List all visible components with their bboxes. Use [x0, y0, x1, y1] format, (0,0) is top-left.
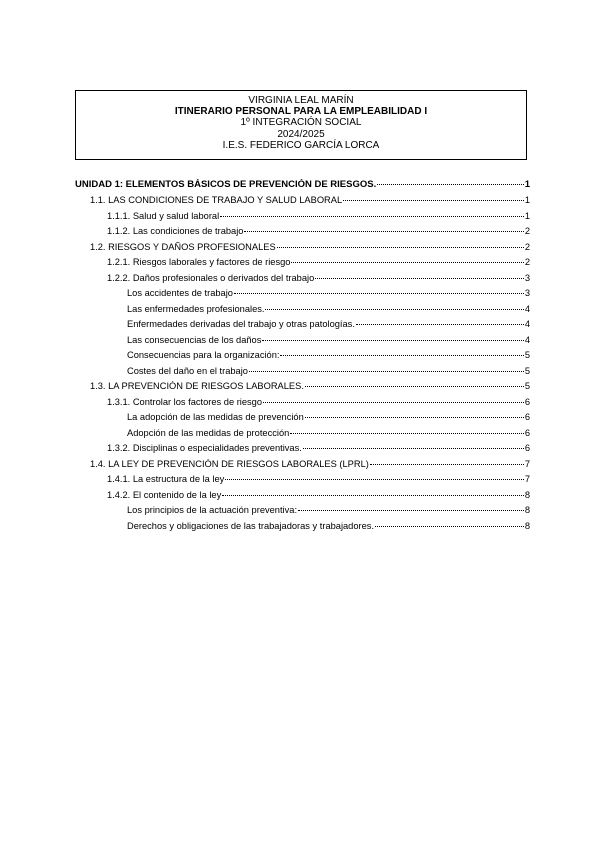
toc-entry[interactable] — [75, 226, 530, 242]
toc-entry-page-number: 6 — [524, 412, 530, 422]
toc-entry-page-number: 1 — [524, 195, 530, 205]
toc-entry-label: 1.4. LA LEY DE PREVENCIÓN DE RIESGOS LABORALES (LPRL) — [90, 458, 369, 469]
toc-leader-dots — [303, 447, 524, 449]
toc-entry[interactable] — [75, 179, 530, 195]
toc-leader-dots — [370, 463, 524, 465]
toc-entry-page-number: 4 — [524, 319, 530, 329]
toc-entry-label: La adopción de las medidas de prevención — [127, 412, 304, 422]
school-name: I.E.S. FEDERICO GARCÍA LORCA — [222, 139, 380, 151]
toc-leader-dots — [244, 230, 523, 232]
toc-leader-dots — [277, 246, 524, 248]
toc-entry[interactable] — [75, 257, 530, 273]
toc-leader-dots — [263, 401, 524, 403]
toc-entry-page-number: 5 — [524, 350, 530, 360]
toc-entry-label: Las consecuencias de los daños — [127, 334, 262, 345]
toc-leader-dots — [315, 277, 524, 279]
toc-entry[interactable] — [75, 335, 530, 351]
toc-leader-dots — [290, 432, 524, 434]
toc-entry[interactable] — [75, 350, 530, 366]
toc-entry-label: 1.4.2. El contenido de la ley — [107, 489, 222, 500]
toc-entry-page-number: 6 — [524, 443, 530, 453]
toc-entry-page-number: 6 — [524, 427, 530, 438]
toc-entry[interactable] — [75, 319, 530, 335]
toc-leader-dots — [225, 478, 524, 480]
toc-entry[interactable] — [75, 505, 530, 521]
toc-entry-page-number: 2 — [524, 226, 530, 236]
toc-leader-dots — [220, 215, 524, 217]
toc-entry-label: 1.1. LAS CONDICIONES DE TRABAJO Y SALUD LABORAL — [90, 195, 343, 205]
toc-leader-dots — [249, 370, 524, 372]
toc-leader-dots — [377, 183, 523, 185]
toc-entry[interactable] — [75, 195, 530, 211]
toc-entry-label: 1.2.1. Riesgos laborales y factores de riesgo — [107, 257, 291, 267]
toc-entry-page-number: 1 — [524, 210, 530, 221]
toc-entry[interactable] — [75, 304, 530, 320]
toc-entry-label: Las enfermedades profesionales. — [127, 303, 265, 314]
toc-entry-label: 1.3. LA PREVENCIÓN DE RIESGOS LABORALES. — [90, 381, 304, 391]
toc-entry-label: 1.2. RIESGOS Y DAÑOS PROFESIONALES — [90, 241, 276, 252]
toc-entry-page-number: 1 — [524, 179, 530, 190]
toc-entry-page-number: 8 — [524, 520, 530, 531]
toc-entry-page-number: 2 — [524, 257, 530, 267]
toc-entry-label: 1.3.1. Controlar los factores de riesgo — [107, 396, 263, 407]
toc-entry-label: Enfermedades derivadas del trabajo y otras patologías. — [127, 319, 355, 329]
academic-year: 2024/2025 — [277, 128, 325, 140]
table-of-contents — [75, 179, 530, 536]
author-name: VIRGINIA LEAL MARÍN — [248, 95, 354, 106]
toc-entry-page-number: 2 — [524, 241, 530, 252]
toc-entry-label: UNIDAD 1: ELEMENTOS BÁSICOS DE PREVENCIÓN DE RIESGOS. — [75, 179, 377, 190]
toc-entry[interactable] — [75, 242, 530, 258]
toc-leader-dots — [291, 261, 523, 263]
course-name: 1º INTEGRACIÓN SOCIAL — [240, 117, 362, 129]
toc-entry-label: 1.1.1. Salud y salud laboral — [107, 210, 220, 221]
toc-entry-page-number: 7 — [524, 458, 530, 469]
toc-entry[interactable] — [75, 211, 530, 227]
toc-entry-page-number: 4 — [524, 334, 530, 345]
toc-leader-dots — [356, 323, 524, 325]
toc-entry-label: Los principios de la actuación preventiva: — [127, 505, 298, 515]
toc-entry[interactable] — [75, 428, 530, 444]
toc-entry[interactable] — [75, 459, 530, 475]
toc-entry-page-number: 3 — [524, 272, 530, 283]
toc-entry-page-number: 5 — [524, 381, 530, 391]
toc-entry-label: Consecuencias para la organización: — [127, 350, 280, 360]
toc-leader-dots — [280, 354, 523, 356]
toc-entry-label: 1.3.2. Disciplinas o especialidades preventivas. — [107, 443, 302, 453]
toc-entry-label: Derechos y obligaciones de las trabajadoras y trabajadores. — [127, 520, 375, 531]
toc-entry-label: 1.4.1. La estructura de la ley — [107, 474, 225, 484]
toc-leader-dots — [375, 525, 524, 527]
toc-entry[interactable] — [75, 273, 530, 289]
toc-entry[interactable] — [75, 366, 530, 382]
toc-entry-page-number: 8 — [524, 505, 530, 515]
toc-entry-page-number: 8 — [524, 489, 530, 500]
toc-entry[interactable] — [75, 412, 530, 428]
toc-leader-dots — [222, 494, 524, 496]
toc-entry[interactable] — [75, 381, 530, 397]
toc-leader-dots — [305, 416, 524, 418]
toc-leader-dots — [298, 509, 524, 511]
toc-entry[interactable] — [75, 474, 530, 490]
toc-entry-label: Adopción de las medidas de protección — [127, 427, 290, 438]
toc-entry[interactable] — [75, 288, 530, 304]
toc-leader-dots — [305, 385, 524, 387]
toc-leader-dots — [265, 308, 523, 310]
toc-entry-page-number: 5 — [524, 365, 530, 376]
toc-entry-page-number: 3 — [524, 288, 530, 298]
document-title: ITINERARIO PERSONAL PARA LA EMPLEABILIDAD I — [174, 106, 428, 118]
toc-entry-label: 1.1.2. Las condiciones de trabajo — [107, 226, 244, 236]
toc-entry-page-number: 4 — [524, 303, 530, 314]
toc-leader-dots — [262, 339, 523, 341]
toc-entry-page-number: 7 — [524, 474, 530, 484]
toc-leader-dots — [234, 292, 524, 294]
toc-entry[interactable] — [75, 490, 530, 506]
toc-entry[interactable] — [75, 443, 530, 459]
toc-entry-page-number: 6 — [524, 396, 530, 407]
toc-entry-label: Los accidentes de trabajo — [127, 288, 233, 298]
toc-entry-label: 1.2.2. Daños profesionales o derivados del trabajo — [107, 272, 315, 283]
toc-leader-dots — [343, 199, 524, 201]
title-box — [75, 90, 527, 160]
toc-entry[interactable] — [75, 521, 530, 537]
toc-entry-label: Costes del daño en el trabajo — [127, 365, 248, 376]
toc-entry[interactable] — [75, 397, 530, 413]
